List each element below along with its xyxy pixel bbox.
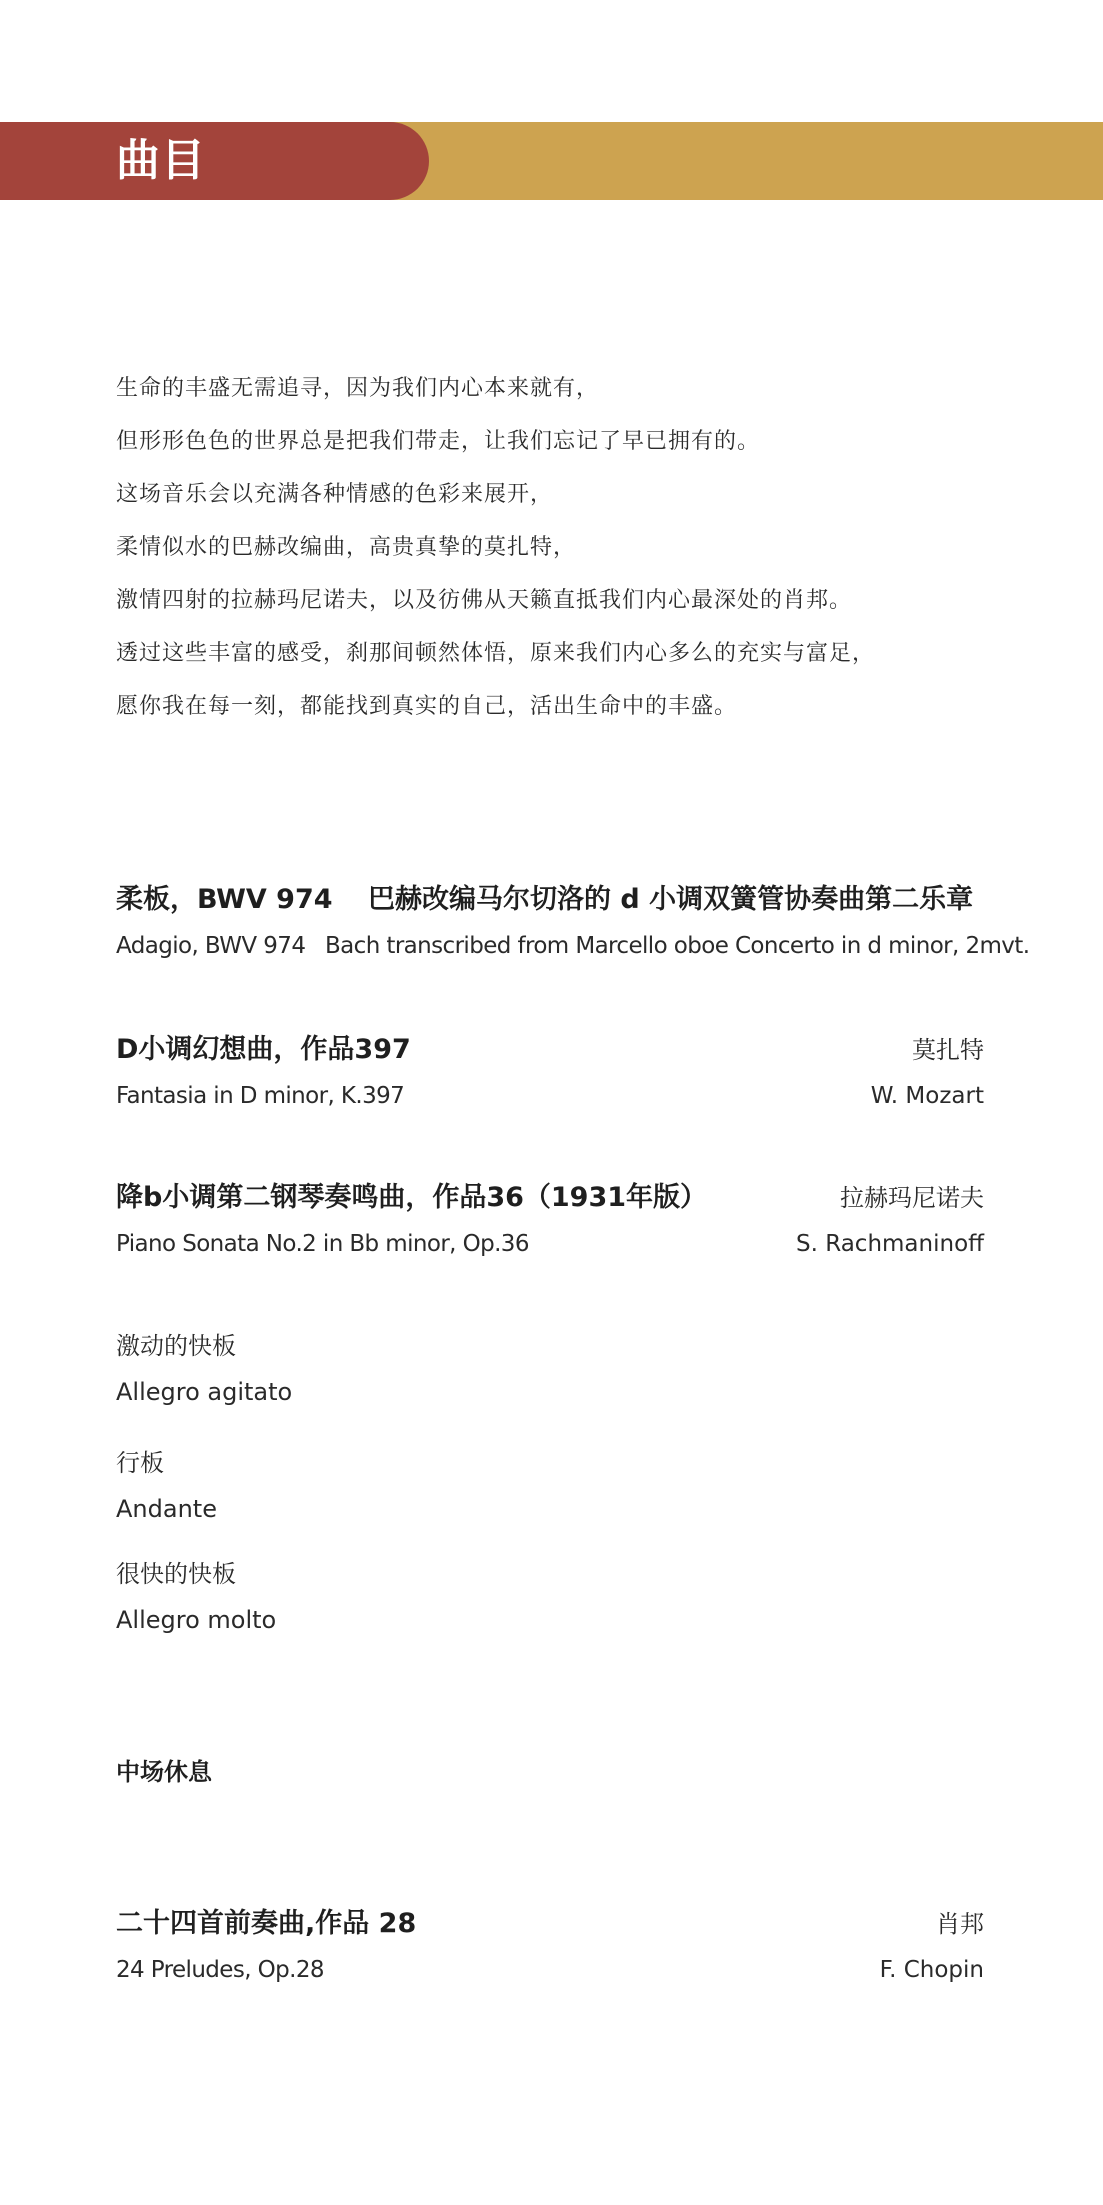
intro-line: 激情四射的拉赫玛尼诺夫，以及彷佛从天籁直抵我们内心最深处的肖邦。 xyxy=(116,588,853,613)
piece-title-zh: D小调幻想曲，作品397 xyxy=(116,1034,411,1065)
movement-title-en: Allegro agitato xyxy=(116,1378,293,1406)
composer-zh: 肖邦 xyxy=(936,1910,984,1938)
intro-line: 这场音乐会以充满各种情感的色彩来展开， xyxy=(116,482,554,507)
intro-line: 生命的丰盛无需追寻，因为我们内心本来就有， xyxy=(116,376,600,401)
piece-title-en: Fantasia in D minor, K.397 xyxy=(116,1083,405,1109)
intro-line: 但形形色色的世界总是把我们带走，让我们忘记了早已拥有的。 xyxy=(116,429,761,454)
piece-title-en: 24 Preludes, Op.28 xyxy=(116,1957,324,1983)
composer-zh: 拉赫玛尼诺夫 xyxy=(840,1184,984,1212)
intermission-label: 中场休息 xyxy=(116,1758,212,1786)
piece-title-zh: 降b小调第二钢琴奏鸣曲，作品36（1931年版） xyxy=(116,1182,708,1213)
composer-en: W. Mozart xyxy=(870,1083,984,1109)
piece-subtitle-zh: 巴赫改编马尔切洛的 d 小调双簧管协奏曲第二乐章 xyxy=(368,884,974,915)
piece-title-zh: 二十四首前奏曲,作品 28 xyxy=(116,1908,417,1939)
piece-subtitle-en: Bach transcribed from Marcello oboe Concerto in d minor, 2mvt. xyxy=(325,933,1030,959)
header-tab xyxy=(0,122,429,200)
movement-title-en: Allegro molto xyxy=(116,1606,277,1634)
intro-line: 愿你我在每一刻，都能找到真实的自己，活出生命中的丰盛。 xyxy=(116,694,738,719)
program-item-mozart xyxy=(116,1030,984,1122)
program-item-rachmaninoff xyxy=(116,1178,984,1270)
header-band xyxy=(0,122,1103,200)
composer-en: F. Chopin xyxy=(879,1957,984,1983)
piece-title-en: Adagio, BWV 974 xyxy=(116,933,306,959)
intro-line: 透过这些丰富的感受，刹那间顿然体悟，原来我们内心多么的充实与富足， xyxy=(116,641,876,666)
piece-title-en: Piano Sonata No.2 in Bb minor, Op.36 xyxy=(116,1231,529,1257)
piece-title-zh: 柔板，BWV 974 xyxy=(116,884,333,915)
movement-title-zh: 激动的快板 xyxy=(116,1332,236,1360)
composer-en: S. Rachmaninoff xyxy=(796,1231,984,1257)
composer-zh: 莫扎特 xyxy=(912,1036,984,1064)
movement-2 xyxy=(116,1443,716,1529)
movement-3 xyxy=(116,1554,716,1640)
intro-line: 柔情似水的巴赫改编曲，高贵真挚的莫扎特， xyxy=(116,535,577,560)
movement-1 xyxy=(116,1326,716,1412)
intro-text xyxy=(116,362,1016,733)
page-title: 曲目 xyxy=(116,135,206,186)
movement-title-zh: 很快的快板 xyxy=(116,1560,236,1588)
program-item-chopin xyxy=(116,1904,984,1996)
movement-title-en: Andante xyxy=(116,1495,217,1523)
program-item-bach xyxy=(116,880,1030,972)
movement-title-zh: 行板 xyxy=(116,1449,164,1477)
